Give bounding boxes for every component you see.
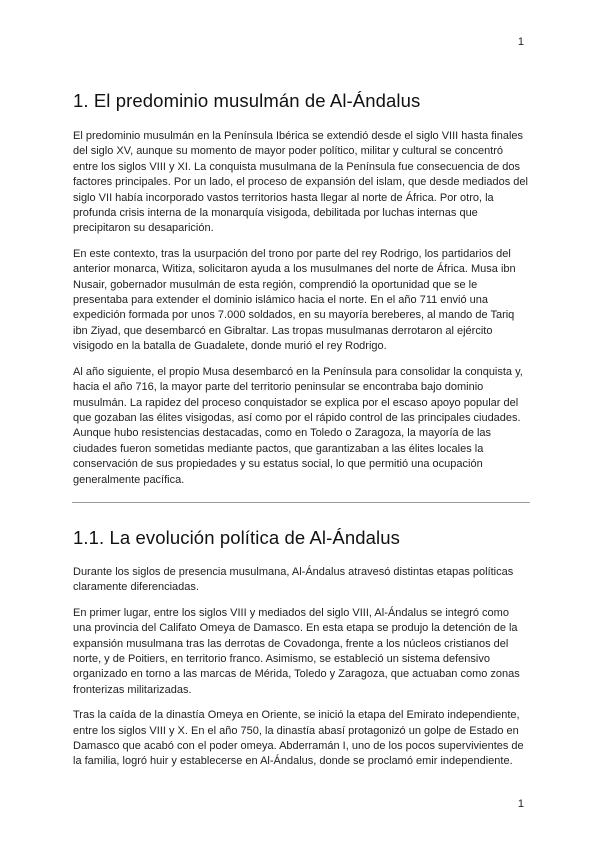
paragraph: En primer lugar, entre los siglos VIII y mediados del siglo VIII, Al-Ándalus se integró como una provincia del Califato Omeya de Damasco. En esta etapa se produjo la detención de la expansión musulmana tras las derrotas de Covadonga, frente a los núcleos cristianos del norte, y de Poitiers, en territorio franco. Asimismo, se estableció un sistema defensivo organizado en torno a las marcas de Mérida, Toledo y Zaragoza, que actuaban como zonas fronterizas militarizadas.	[73, 606, 520, 696]
page-number-bottom: 1	[517, 798, 524, 810]
document-body	[73, 90, 529, 780]
subsection-title: 1.1. La evolución política de Al-Ándalus	[73, 526, 400, 548]
section-divider	[72, 502, 530, 503]
paragraph: Tras la caída de la dinastía Omeya en Oriente, se inició la etapa del Emirato independiente, entre los siglos VIII y X. En el año 750, la dinastía abasí protagonizó un golpe de Estado en Damasco que acabó con el poder omeya. Abderramán I, uno de los pocos supervivientes de la familia, logró huir y establecerse en Al-Ándalus, donde se proclamó emir independiente.	[73, 709, 524, 768]
section-title: 1. El predominio musulmán de Al-Ándalus	[73, 90, 421, 111]
paragraph: Durante los siglos de presencia musulmana, Al-Ándalus atravesó distintas etapas políticas claramente diferenciadas.	[73, 565, 514, 594]
paragraph: El predominio musulmán en la Península Ibérica se extendió desde el siglo VIII hasta finales del siglo XV, aunque su momento de mayor poder político, militar y cultural se concentró entre los siglos VIII y XI. La conquista musulmana de la Península fue consecuencia de dos factores principales. Por un lado, el proceso de expansión del islam, que desde mediados del siglo VII había incorporado vastos territorios hasta llegar al norte de África. Por otro, la profunda crisis interna de la monarquía visigoda, debilitada por luchas internas que precipitaron su desaparición.	[73, 130, 528, 235]
paragraph: Al año siguiente, el propio Musa desembarcó en la Península para consolidar la conquista y, hacia el año 716, la mayor parte del territorio peninsular se encontraba bajo dominio musulmán. La rapidez del proceso conquistador se explica por el escaso apoyo popular del que gozaban las élites visigodas, así como por el rápido control de las principales ciudades. Aunque hubo resistencias destacadas, como en Toledo o Zaragoza, la mayoría de las ciudades fueron sometidas mediante pactos, que garantizaban a las élites locales la conservación de sus propiedades y su estatus social, lo que permitió una ocupación generalmente pacífica.	[73, 365, 523, 486]
page-number-top: 1	[517, 36, 524, 48]
paragraph: En este contexto, tras la usurpación del trono por parte del rey Rodrigo, los partidarios del anterior monarca, Witiza, solicitaron ayuda a los musulmanes del norte de África. Musa ibn Nusair, gobernador musulmán de esta región, comprendió la oportunidad que se le presentaba para extender el dominio islámico hacia el norte. En el año 711 envió una expedición formada por unos 7.000 soldados, en su mayoría bereberes, al mando de Tariq ibn Ziyad, que desembarcó en Gibraltar. Las tropas musulmanas derrotaron al ejército visigodo en la batalla de Guadalete, donde murió el rey Rodrigo.	[73, 247, 516, 353]
